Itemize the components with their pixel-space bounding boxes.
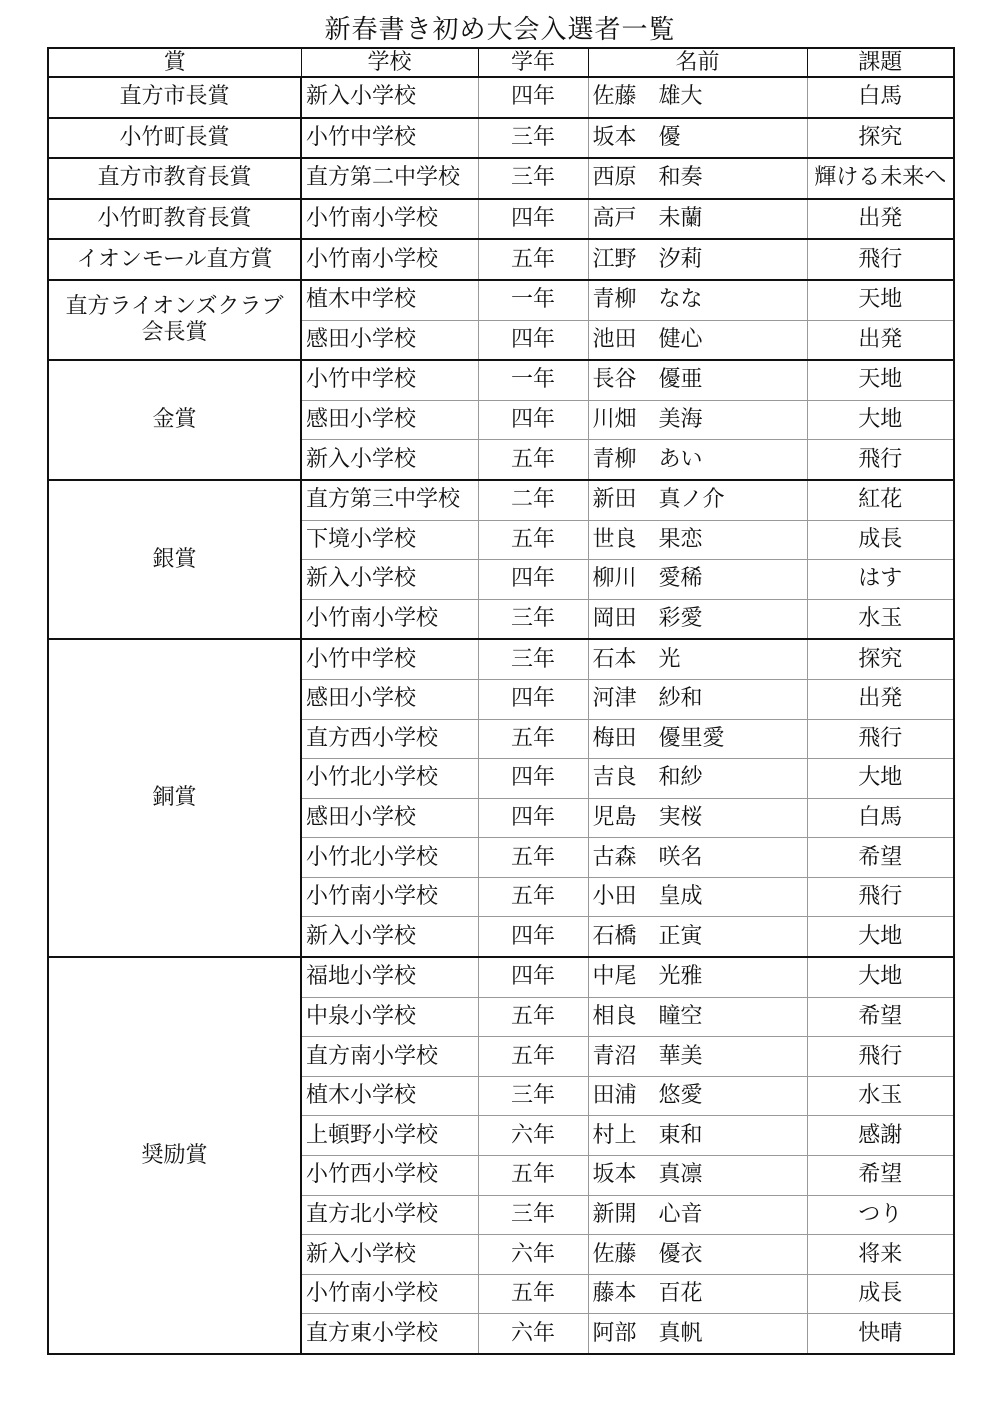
school-cell: 感田小学校 — [301, 679, 478, 719]
school-cell: 直方西小学校 — [301, 719, 478, 759]
name-cell: 石橋 正寅 — [588, 917, 807, 957]
school-cell: 小竹南小学校 — [301, 877, 478, 917]
name-cell: 相良 瞳空 — [588, 997, 807, 1037]
school-cell: 小竹西小学校 — [301, 1156, 478, 1196]
theme-cell: 希望 — [807, 997, 954, 1037]
grade-cell: 四年 — [478, 77, 588, 118]
winners-table — [47, 47, 955, 1355]
theme-cell: 輝ける未来へ — [807, 158, 954, 199]
school-cell: 新入小学校 — [301, 440, 478, 480]
name-cell: 世良 果恋 — [588, 520, 807, 560]
name-cell: 長谷 優亜 — [588, 360, 807, 400]
theme-cell: 探究 — [807, 118, 954, 159]
theme-cell: 出発 — [807, 320, 954, 360]
name-cell: 児島 実桜 — [588, 798, 807, 838]
award-cell: 銅賞 — [48, 639, 301, 957]
grade-cell: 四年 — [478, 560, 588, 600]
theme-cell: 希望 — [807, 1156, 954, 1196]
theme-cell: 探究 — [807, 639, 954, 679]
grade-cell: 五年 — [478, 1274, 588, 1314]
grade-cell: 四年 — [478, 199, 588, 240]
grade-cell: 五年 — [478, 239, 588, 280]
grade-cell: 四年 — [478, 957, 588, 997]
theme-cell: 飛行 — [807, 239, 954, 280]
school-cell: 植木小学校 — [301, 1076, 478, 1116]
name-cell: 新開 心音 — [588, 1195, 807, 1235]
award-cell — [48, 280, 301, 360]
award-cell: 直方市教育長賞 — [48, 158, 301, 199]
name-cell: 柳川 愛稀 — [588, 560, 807, 600]
theme-cell: 飛行 — [807, 719, 954, 759]
name-cell: 古森 咲名 — [588, 838, 807, 878]
grade-cell: 四年 — [478, 400, 588, 440]
table-row — [48, 639, 954, 679]
school-cell: 小竹北小学校 — [301, 838, 478, 878]
school-cell: 小竹南小学校 — [301, 239, 478, 280]
award-line: 直方ライオンズクラブ — [65, 294, 284, 320]
grade-cell: 四年 — [478, 917, 588, 957]
table-row — [48, 280, 954, 320]
school-cell: 直方北小学校 — [301, 1195, 478, 1235]
header-school: 学校 — [301, 48, 478, 77]
theme-cell: 白馬 — [807, 798, 954, 838]
theme-cell: 天地 — [807, 360, 954, 400]
name-cell: 岡田 彩愛 — [588, 599, 807, 639]
name-cell: 阿部 真帆 — [588, 1314, 807, 1354]
theme-cell: 大地 — [807, 400, 954, 440]
theme-cell: 出発 — [807, 679, 954, 719]
page-title: 新春書き初め大会入選者一覧 — [324, 15, 676, 45]
school-cell: 新入小学校 — [301, 1235, 478, 1275]
grade-cell: 六年 — [478, 1235, 588, 1275]
theme-cell: 天地 — [807, 280, 954, 320]
school-cell: 新入小学校 — [301, 77, 478, 118]
grade-cell: 四年 — [478, 759, 588, 799]
theme-cell: 飛行 — [807, 1037, 954, 1077]
theme-cell: 快晴 — [807, 1314, 954, 1354]
school-cell: 感田小学校 — [301, 400, 478, 440]
grade-cell: 六年 — [478, 1116, 588, 1156]
name-cell: 佐藤 優衣 — [588, 1235, 807, 1275]
school-cell: 小竹南小学校 — [301, 199, 478, 240]
theme-cell: 大地 — [807, 957, 954, 997]
table-row — [48, 360, 954, 400]
award-cell: イオンモール直方賞 — [48, 239, 301, 280]
theme-cell: つり — [807, 1195, 954, 1235]
table-row — [48, 239, 954, 280]
theme-cell: 飛行 — [807, 440, 954, 480]
name-cell: 河津 紗和 — [588, 679, 807, 719]
name-cell: 江野 汐莉 — [588, 239, 807, 280]
school-cell: 福地小学校 — [301, 957, 478, 997]
name-cell: 西原 和奏 — [588, 158, 807, 199]
grade-cell: 五年 — [478, 719, 588, 759]
theme-cell: 希望 — [807, 838, 954, 878]
grade-cell: 六年 — [478, 1314, 588, 1354]
theme-cell: 飛行 — [807, 877, 954, 917]
theme-cell: 水玉 — [807, 599, 954, 639]
grade-cell: 四年 — [478, 679, 588, 719]
grade-cell: 一年 — [478, 280, 588, 320]
school-cell: 植木中学校 — [301, 280, 478, 320]
grade-cell: 五年 — [478, 1156, 588, 1196]
grade-cell: 三年 — [478, 1076, 588, 1116]
theme-cell: 紅花 — [807, 480, 954, 520]
grade-cell: 三年 — [478, 118, 588, 159]
name-cell: 坂本 真凛 — [588, 1156, 807, 1196]
grade-cell: 一年 — [478, 360, 588, 400]
grade-cell: 五年 — [478, 997, 588, 1037]
grade-cell: 三年 — [478, 639, 588, 679]
grade-cell: 五年 — [478, 520, 588, 560]
table-row — [48, 957, 954, 997]
school-cell: 中泉小学校 — [301, 997, 478, 1037]
grade-cell: 三年 — [478, 158, 588, 199]
name-cell: 藤本 百花 — [588, 1274, 807, 1314]
theme-cell: 成長 — [807, 520, 954, 560]
theme-cell: 白馬 — [807, 77, 954, 118]
table-row — [48, 77, 954, 118]
name-cell: 小田 皇成 — [588, 877, 807, 917]
grade-cell: 五年 — [478, 440, 588, 480]
theme-cell: 感謝 — [807, 1116, 954, 1156]
table-body — [48, 77, 954, 1354]
grade-cell: 三年 — [478, 599, 588, 639]
name-cell: 高戸 未蘭 — [588, 199, 807, 240]
theme-cell: 将来 — [807, 1235, 954, 1275]
table-row — [48, 480, 954, 520]
name-cell: 新田 真ノ介 — [588, 480, 807, 520]
table-row — [48, 199, 954, 240]
school-cell: 小竹中学校 — [301, 118, 478, 159]
award-cell: 奨励賞 — [48, 957, 301, 1354]
name-cell: 青柳 なな — [588, 280, 807, 320]
table-row — [48, 118, 954, 159]
theme-cell: 大地 — [807, 759, 954, 799]
header-theme: 課題 — [807, 48, 954, 77]
theme-cell: 水玉 — [807, 1076, 954, 1116]
school-cell: 新入小学校 — [301, 917, 478, 957]
award-cell: 銀賞 — [48, 480, 301, 639]
school-cell: 小竹中学校 — [301, 639, 478, 679]
school-cell: 直方第三中学校 — [301, 480, 478, 520]
name-cell: 梅田 優里愛 — [588, 719, 807, 759]
school-cell: 小竹北小学校 — [301, 759, 478, 799]
school-cell: 直方第二中学校 — [301, 158, 478, 199]
award-cell: 小竹町長賞 — [48, 118, 301, 159]
header-row — [48, 48, 954, 77]
theme-cell: 出発 — [807, 199, 954, 240]
header-name: 名前 — [588, 48, 807, 77]
grade-cell: 五年 — [478, 1037, 588, 1077]
name-cell: 佐藤 雄大 — [588, 77, 807, 118]
name-cell: 池田 健心 — [588, 320, 807, 360]
school-cell: 直方南小学校 — [301, 1037, 478, 1077]
grade-cell: 四年 — [478, 798, 588, 838]
theme-cell: 成長 — [807, 1274, 954, 1314]
grade-cell: 二年 — [478, 480, 588, 520]
award-cell: 小竹町教育長賞 — [48, 199, 301, 240]
grade-cell: 五年 — [478, 877, 588, 917]
school-cell: 感田小学校 — [301, 798, 478, 838]
school-cell: 小竹南小学校 — [301, 1274, 478, 1314]
theme-cell: はす — [807, 560, 954, 600]
name-cell: 石本 光 — [588, 639, 807, 679]
school-cell: 新入小学校 — [301, 560, 478, 600]
school-cell: 小竹中学校 — [301, 360, 478, 400]
table-row — [48, 158, 954, 199]
grade-cell: 四年 — [478, 320, 588, 360]
school-cell: 上頓野小学校 — [301, 1116, 478, 1156]
school-cell: 下境小学校 — [301, 520, 478, 560]
name-cell: 川畑 美海 — [588, 400, 807, 440]
name-cell: 田浦 悠愛 — [588, 1076, 807, 1116]
header-grade: 学年 — [478, 48, 588, 77]
name-cell: 吉良 和紗 — [588, 759, 807, 799]
award-cell: 直方市長賞 — [48, 77, 301, 118]
grade-cell: 五年 — [478, 838, 588, 878]
name-cell: 青沼 華美 — [588, 1037, 807, 1077]
header-award: 賞 — [48, 48, 301, 77]
name-cell: 坂本 優 — [588, 118, 807, 159]
award-line: 会長賞 — [141, 320, 208, 346]
name-cell: 青柳 あい — [588, 440, 807, 480]
school-cell: 小竹南小学校 — [301, 599, 478, 639]
name-cell: 村上 東和 — [588, 1116, 807, 1156]
school-cell: 感田小学校 — [301, 320, 478, 360]
theme-cell: 大地 — [807, 917, 954, 957]
school-cell: 直方東小学校 — [301, 1314, 478, 1354]
grade-cell: 三年 — [478, 1195, 588, 1235]
award-cell: 金賞 — [48, 360, 301, 480]
name-cell: 中尾 光雅 — [588, 957, 807, 997]
